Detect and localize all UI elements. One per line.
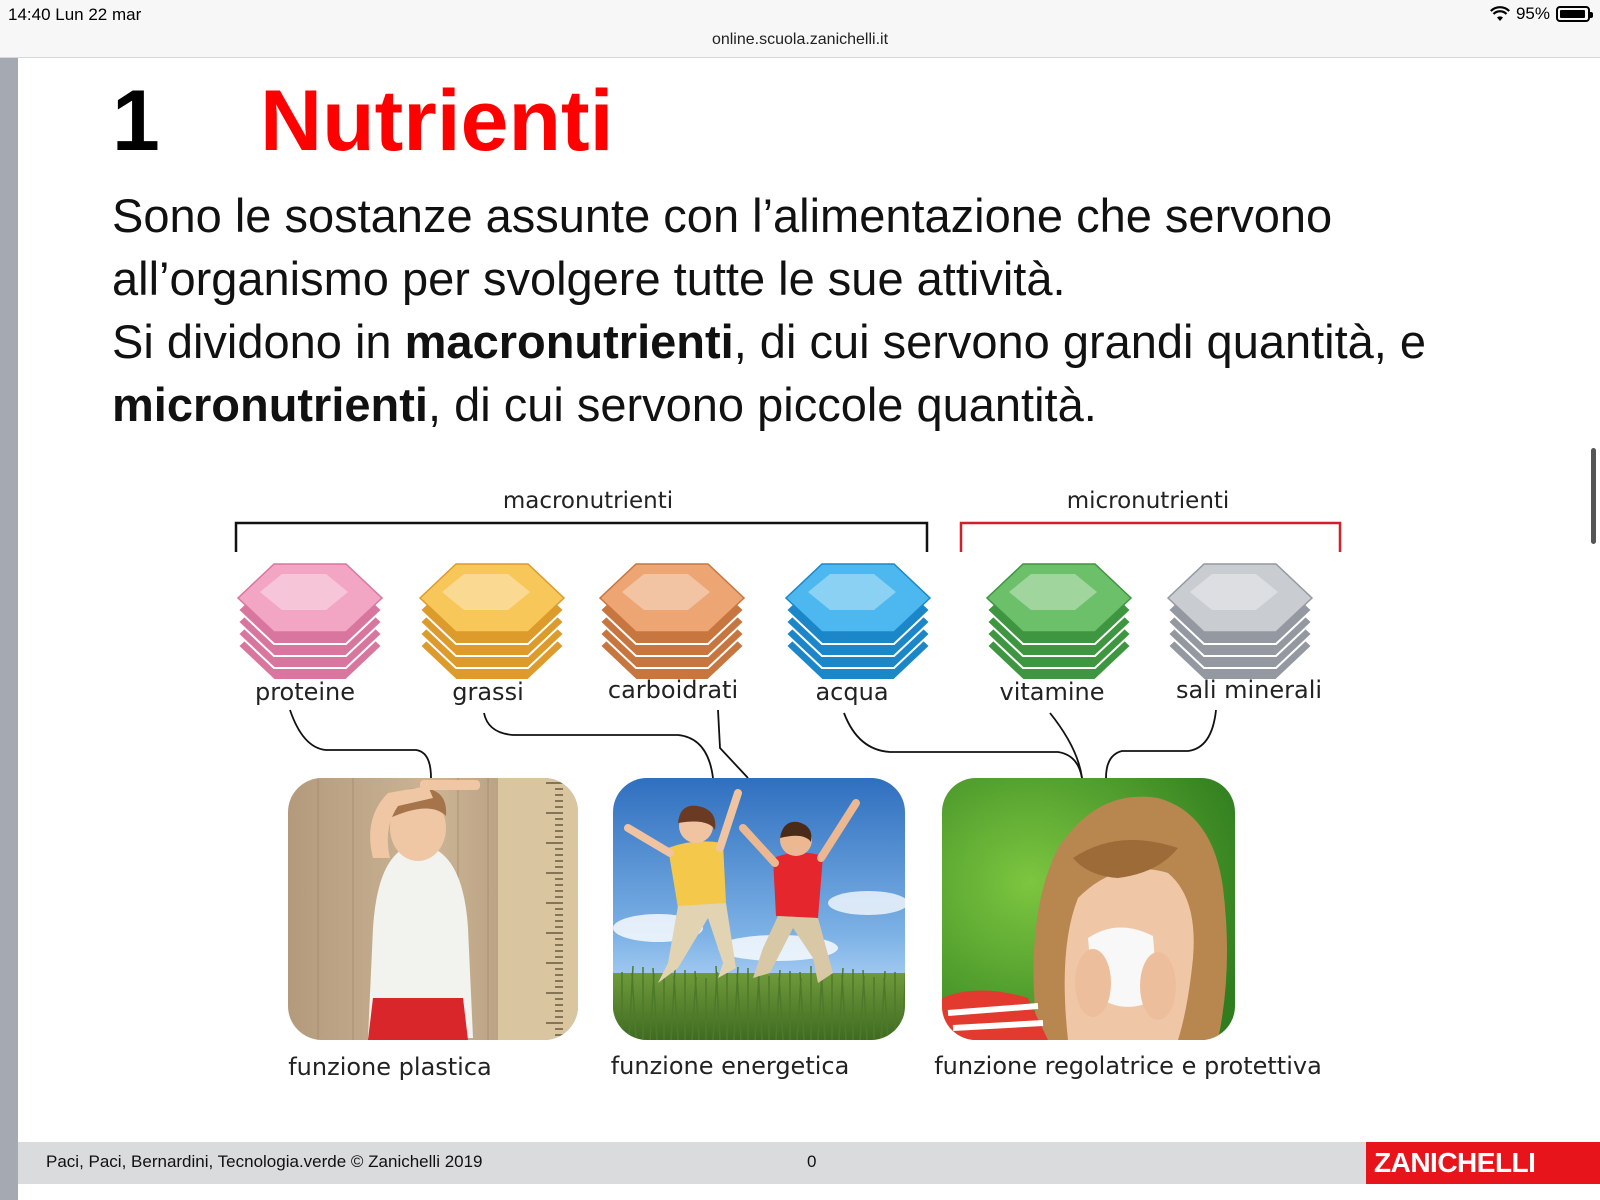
caption-funzione-regolatrice: funzione regolatrice e protettiva xyxy=(934,1052,1322,1080)
connector-lines xyxy=(290,710,1216,778)
nutrients-diagram xyxy=(18,58,1600,1200)
connector-carboidrati-energetica xyxy=(718,710,748,778)
caption-funzione-plastica: funzione plastica xyxy=(288,1053,492,1081)
photo-funzione-plastica xyxy=(288,778,578,1040)
nutrient-label-sali-minerali: sali minerali xyxy=(1175,676,1323,704)
battery-icon xyxy=(1556,6,1590,22)
micronutrienti-bracket xyxy=(961,523,1340,552)
body-sentence-2-end: , di cui servono piccole quantità. xyxy=(427,378,1097,431)
nutrient-label-grassi: grassi xyxy=(452,678,524,706)
scrollbar-thumb[interactable] xyxy=(1591,448,1596,544)
slide-number: 1 xyxy=(112,73,160,169)
status-time: 14:40 Lun 22 mar xyxy=(8,5,142,24)
group-label-micronutrienti: micronutrienti xyxy=(1066,488,1230,514)
status-bar xyxy=(0,0,1600,28)
slide-title: Nutrienti xyxy=(260,73,614,169)
hexagon-stack-sali-minerali xyxy=(1168,564,1312,680)
hexagon-stack-grassi xyxy=(420,564,564,680)
hexagon-stack-proteine xyxy=(238,564,382,680)
body-sentence-2-start: Si dividono in xyxy=(112,315,405,368)
nutrient-label-proteine: proteine xyxy=(254,678,356,706)
macronutrienti-bracket xyxy=(236,523,927,552)
photo-funzione-energetica xyxy=(611,778,908,1040)
photo-funzione-regolatrice xyxy=(942,778,1235,1040)
bottom-strip xyxy=(18,1184,1600,1200)
connector-grassi-energetica xyxy=(484,713,713,778)
nutrient-label-carboidrati: carboidrati xyxy=(607,676,739,704)
body-sentence-1: Sono le sostanze assunte con l’alimentazione che servono all’organismo per svolgere tutte le sue attività. xyxy=(112,189,1333,305)
hexagon-stack-acqua xyxy=(786,564,930,680)
footer-credit: Paci, Paci, Bernardini, Tecnologia.verde © Zanichelli 2019 xyxy=(46,1152,483,1171)
hexagon-stack-vitamine xyxy=(987,564,1131,680)
connector-acqua-regolatrice xyxy=(844,713,1082,778)
wifi-icon xyxy=(1490,6,1510,22)
slide-footer xyxy=(18,1142,1600,1184)
address-bar[interactable] xyxy=(0,28,1600,58)
footer-page-number: 0 xyxy=(807,1152,817,1171)
group-label-macronutrienti: macronutrienti xyxy=(502,488,674,514)
nutrient-label-acqua: acqua xyxy=(815,678,889,706)
zanichelli-logo: ZANICHELLI xyxy=(1366,1142,1600,1184)
nutrient-label-vitamine: vitamine xyxy=(999,678,1105,706)
term-micronutrienti: micronutrienti xyxy=(112,378,428,431)
body-sentence-2-mid: , di cui servono grandi quantità, e xyxy=(733,315,1427,368)
connector-vitamine-regolatrice xyxy=(1050,713,1082,778)
url-text[interactable]: online.scuola.zanichelli.it xyxy=(711,31,889,48)
status-indicators xyxy=(1490,4,1590,24)
connector-sali-regolatrice xyxy=(1106,710,1216,778)
connector-proteine-plastica xyxy=(290,710,431,778)
slide xyxy=(18,58,1600,1200)
page-gutter xyxy=(0,58,18,1200)
battery-fill xyxy=(1560,10,1585,18)
caption-funzione-energetica: funzione energetica xyxy=(610,1052,850,1080)
battery-percent: 95% xyxy=(1515,4,1550,23)
hexagon-stack-carboidrati xyxy=(600,564,744,680)
term-macronutrienti: macronutrienti xyxy=(404,315,734,368)
